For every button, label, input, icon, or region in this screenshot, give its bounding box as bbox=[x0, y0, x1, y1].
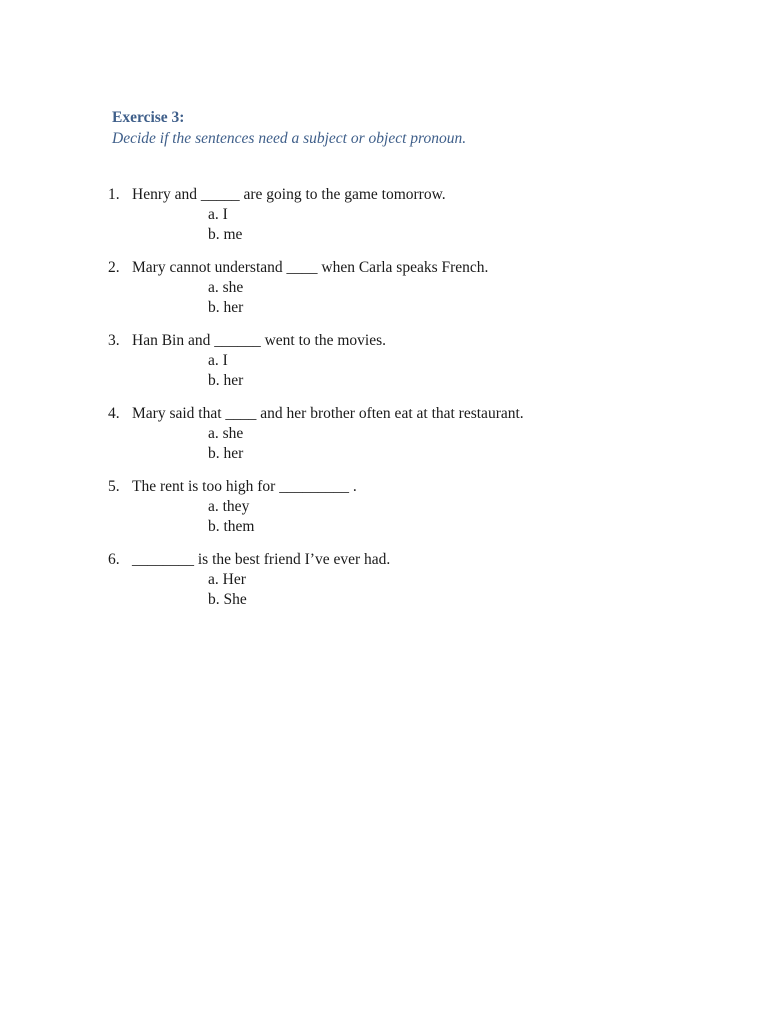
question-number: 5. bbox=[108, 478, 120, 495]
question-text: Han Bin and ______ went to the movies. bbox=[132, 332, 386, 349]
question-1 bbox=[108, 185, 708, 245]
exercise-title: Exercise 3: bbox=[112, 109, 185, 126]
option-b: b. her bbox=[208, 299, 244, 316]
option-a: a. they bbox=[208, 498, 250, 515]
question-stem bbox=[108, 185, 708, 205]
question-2 bbox=[108, 258, 708, 318]
question-stem bbox=[108, 331, 708, 351]
option-b: b. her bbox=[208, 372, 244, 389]
question-text: Mary said that ____ and her brother often eat at that restaurant. bbox=[132, 405, 524, 422]
option-a: a. she bbox=[208, 425, 244, 442]
question-number: 2. bbox=[108, 259, 120, 276]
option-b: b. She bbox=[208, 591, 247, 608]
question-number: 6. bbox=[108, 551, 120, 568]
question-3 bbox=[108, 331, 708, 391]
question-text: Henry and _____ are going to the game tomorrow. bbox=[132, 186, 446, 203]
question-stem bbox=[108, 550, 708, 570]
option-a: a. I bbox=[208, 206, 228, 223]
option-a: a. Her bbox=[208, 571, 246, 588]
question-stem bbox=[108, 404, 708, 424]
option-a: a. she bbox=[208, 279, 244, 296]
exercise-instruction: Decide if the sentences need a subject or object pronoun. bbox=[112, 130, 467, 147]
question-number: 1. bbox=[108, 186, 120, 203]
question-list bbox=[108, 185, 708, 623]
question-text: ________ is the best friend I’ve ever had. bbox=[132, 551, 391, 568]
question-number: 4. bbox=[108, 405, 120, 422]
question-text: Mary cannot understand ____ when Carla speaks French. bbox=[132, 259, 489, 276]
question-stem bbox=[108, 477, 708, 497]
question-4 bbox=[108, 404, 708, 464]
question-5 bbox=[108, 477, 708, 537]
question-number: 3. bbox=[108, 332, 120, 349]
question-stem bbox=[108, 258, 708, 278]
question-6 bbox=[108, 550, 708, 610]
exercise-heading bbox=[112, 108, 466, 149]
option-a: a. I bbox=[208, 352, 228, 369]
question-text: The rent is too high for _________ . bbox=[132, 478, 357, 495]
option-b: b. her bbox=[208, 445, 244, 462]
option-b: b. them bbox=[208, 518, 255, 535]
option-b: b. me bbox=[208, 226, 243, 243]
